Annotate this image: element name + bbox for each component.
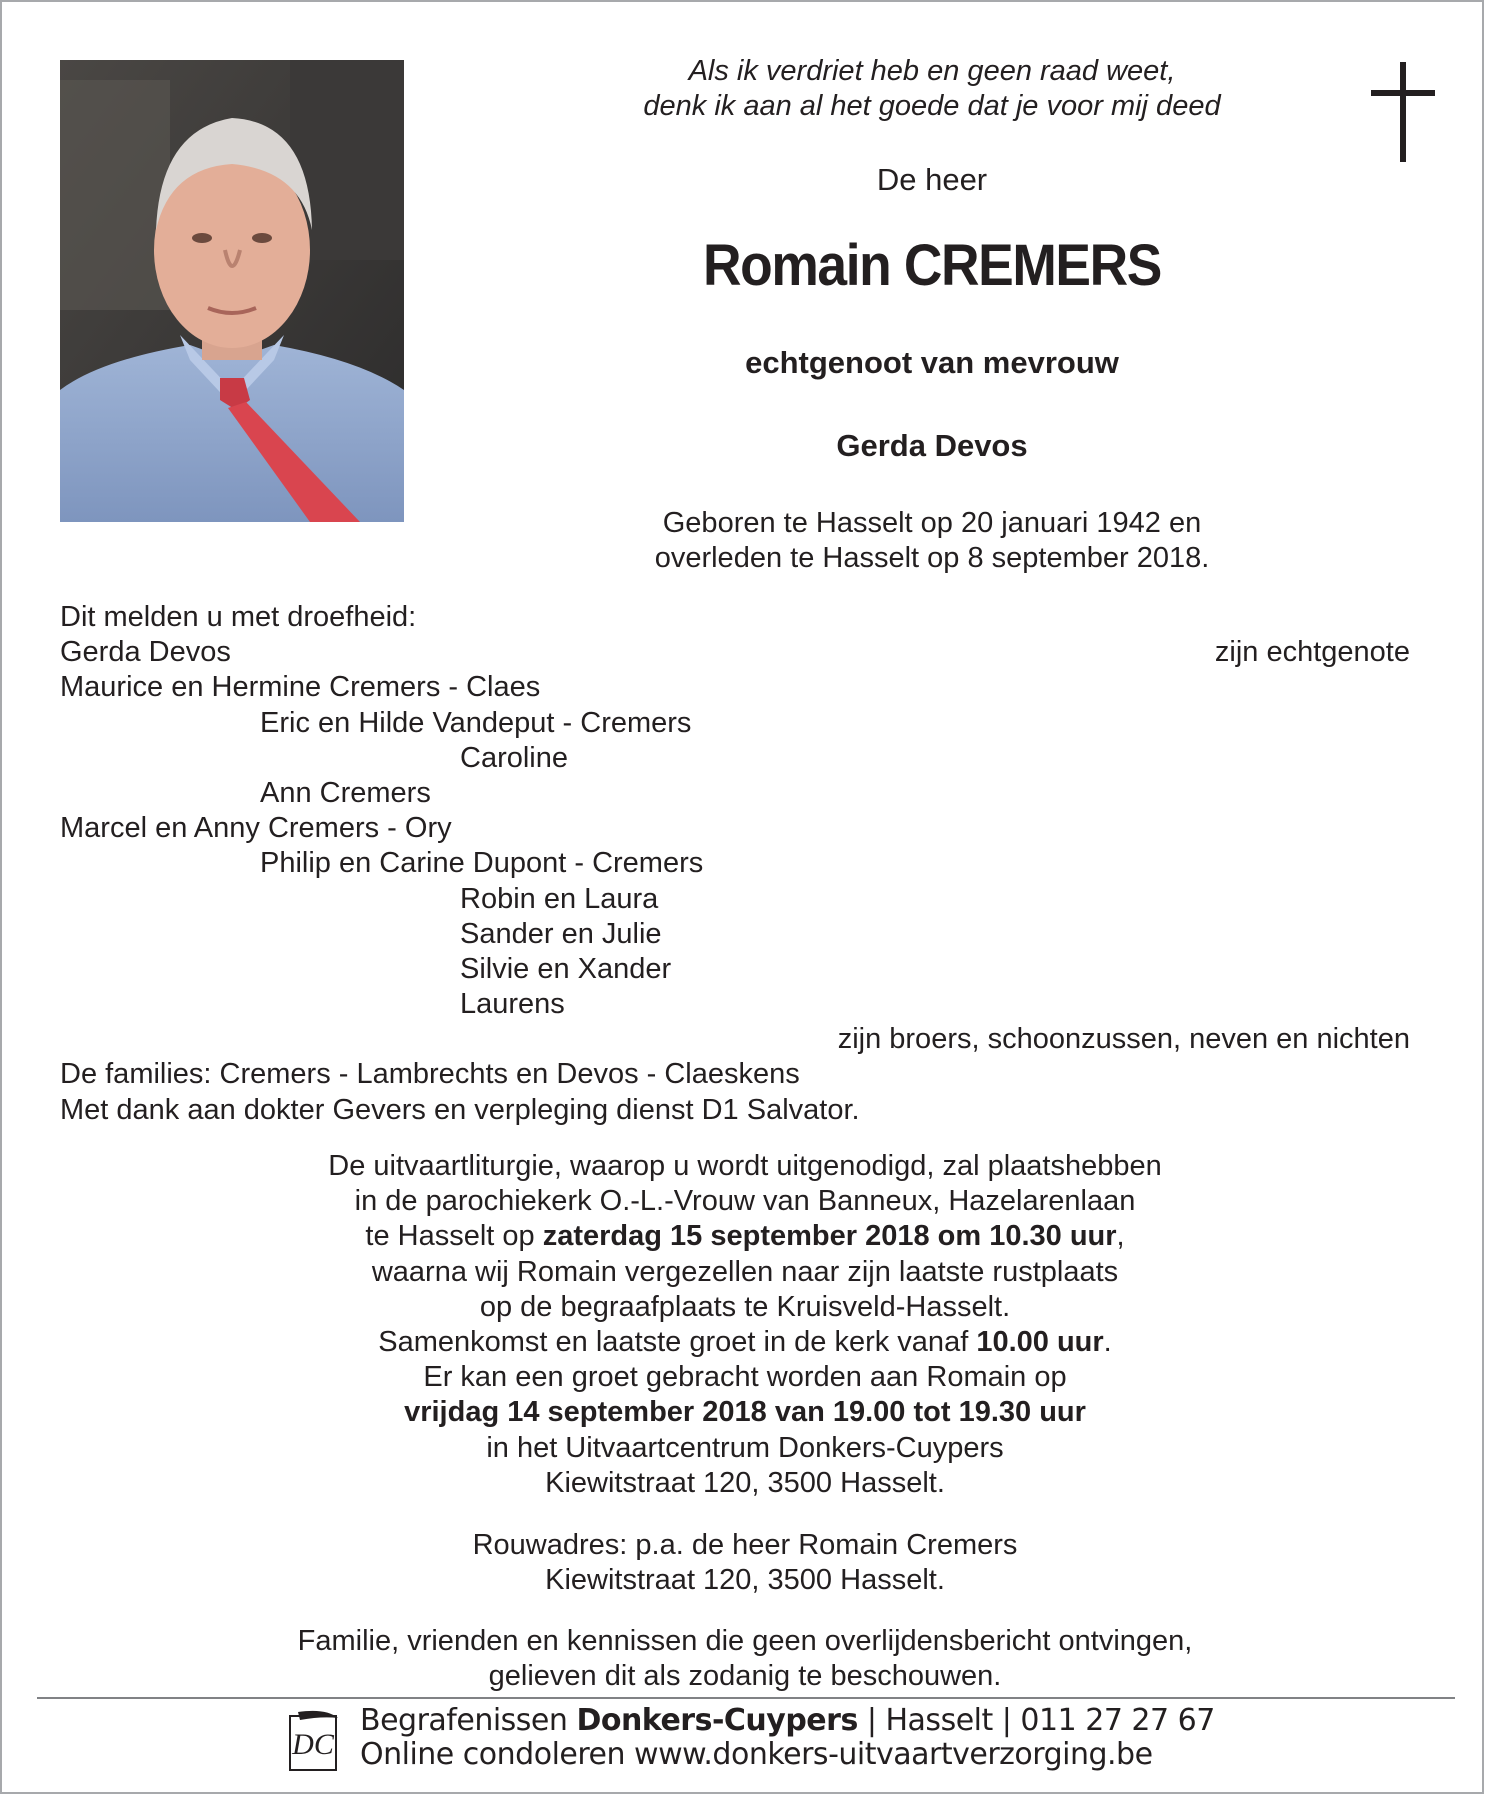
mourner-row: Robin en Laura	[460, 882, 659, 915]
address-line: Kiewitstraat 120, 3500 Hasselt.	[545, 1564, 945, 1597]
text-span: Begrafenissen	[360, 1703, 577, 1738]
portrait-image	[60, 60, 404, 522]
mourner-row: Maurice en Hermine Cremers - Claes	[60, 671, 541, 704]
quote-line: denk ik aan al het goede dat je voor mij deed	[643, 90, 1221, 122]
deceased-name: Romain CREMERS	[702, 233, 1161, 298]
funeral-line: De uitvaartliturgie, waarop u wordt uitgenodigd, zal plaatshebben	[328, 1150, 1162, 1182]
birth-death-info	[462, 506, 1402, 576]
notice-line: gelieven dit als zodanig te beschouwen.	[488, 1660, 1002, 1693]
funeral-line: op de begraafplaats te Kruisveld-Hasselt.	[479, 1290, 1011, 1323]
funeral-line: in de parochiekerk O.-L.-Vrouw van Banneux, Hazelarenlaan	[354, 1185, 1136, 1218]
online-condolence-link[interactable]: Online condoleren www.donkers-uitvaartverzorging.be	[360, 1737, 1153, 1772]
mourner-row: Marcel en Anny Cremers - Ory	[60, 812, 452, 845]
portrait-photo	[60, 60, 404, 522]
death-line: overleden te Hasselt op 8 september 2018.	[654, 542, 1210, 574]
families-row: De families: Cremers - Lambrechts en Devos - Claeskens	[60, 1058, 800, 1091]
notice	[60, 1624, 1430, 1694]
mourner-row: Philip en Carine Dupont - Cremers	[260, 847, 704, 880]
mourners-list	[60, 600, 1410, 1128]
funeral-line: Kiewitstraat 120, 3500 Hasselt.	[545, 1466, 945, 1499]
footer-line	[360, 1704, 1215, 1738]
mourner-row: Sander en Julie	[460, 917, 662, 950]
mourner-row: Ann Cremers	[260, 776, 431, 809]
funeral-line: Er kan een groet gebracht worden aan Romain op	[423, 1361, 1067, 1394]
gathering-time: 10.00 uur	[976, 1326, 1104, 1359]
funeral-details	[60, 1149, 1430, 1501]
footer-divider	[37, 1697, 1455, 1699]
funeral-home-name: Donkers-Cuypers	[576, 1703, 858, 1738]
mourner-relation: zijn echtgenote	[1214, 636, 1410, 669]
deceased-title: De heer	[876, 162, 988, 197]
funeral-line	[60, 1219, 1430, 1254]
thanks-row: Met dank aan dokter Gevers en verpleging dienst D1 Salvator.	[60, 1093, 860, 1126]
visitation-date: vrijdag 14 september 2018 van 19.00 tot 19.30 uur	[404, 1396, 1086, 1429]
mourner-row	[60, 1022, 1410, 1057]
funeral-line	[60, 1325, 1430, 1360]
funeral-home-footer	[360, 1704, 1215, 1772]
mourning-address	[60, 1528, 1430, 1598]
spouse-name: Gerda Devos	[836, 428, 1028, 463]
funeral-line: in het Uitvaartcentrum Donkers-Cuypers	[486, 1431, 1004, 1464]
birth-line: Geboren te Hasselt op 20 januari 1942 en	[662, 507, 1202, 539]
address-line: Rouwadres: p.a. de heer Romain Cremers	[472, 1529, 1018, 1561]
footer-contact: | Hasselt | 011 27 27 67	[857, 1703, 1215, 1738]
mourner-relation: zijn broers, schoonzussen, neven en nichten	[837, 1023, 1410, 1056]
text-span: ,	[1116, 1220, 1125, 1253]
spouse-intro: echtgenoot van mevrouw	[745, 345, 1119, 380]
notice-line: Familie, vrienden en kennissen die geen overlijdensbericht ontvingen,	[297, 1625, 1193, 1657]
funeral-date: zaterdag 15 september 2018 om 10.30 uur	[542, 1220, 1117, 1253]
mourner-row	[60, 635, 1410, 670]
mourners-intro: Dit melden u met droefheid:	[60, 601, 417, 633]
dc-logo-icon	[286, 1708, 342, 1774]
funeral-line: waarna wij Romain vergezellen naar zijn laatste rustplaats	[371, 1255, 1119, 1288]
quote-line: Als ik verdriet heb en geen raad weet,	[688, 55, 1176, 87]
mourner-row: Silvie en Xander	[460, 952, 672, 985]
mourner-row: Caroline	[460, 741, 568, 774]
mourner-row: Eric en Hilde Vandeput - Cremers	[260, 706, 692, 739]
logo-letters: DC	[292, 1728, 334, 1761]
mourner-row: Laurens	[460, 988, 565, 1021]
funeral-line	[60, 1395, 1430, 1430]
text-span: .	[1103, 1326, 1112, 1359]
mourner-name: Gerda Devos	[60, 636, 231, 669]
text-span: te Hasselt op	[365, 1220, 543, 1253]
text-span: Samenkomst en laatste groet in de kerk vanaf	[378, 1326, 977, 1359]
quote	[462, 54, 1402, 124]
